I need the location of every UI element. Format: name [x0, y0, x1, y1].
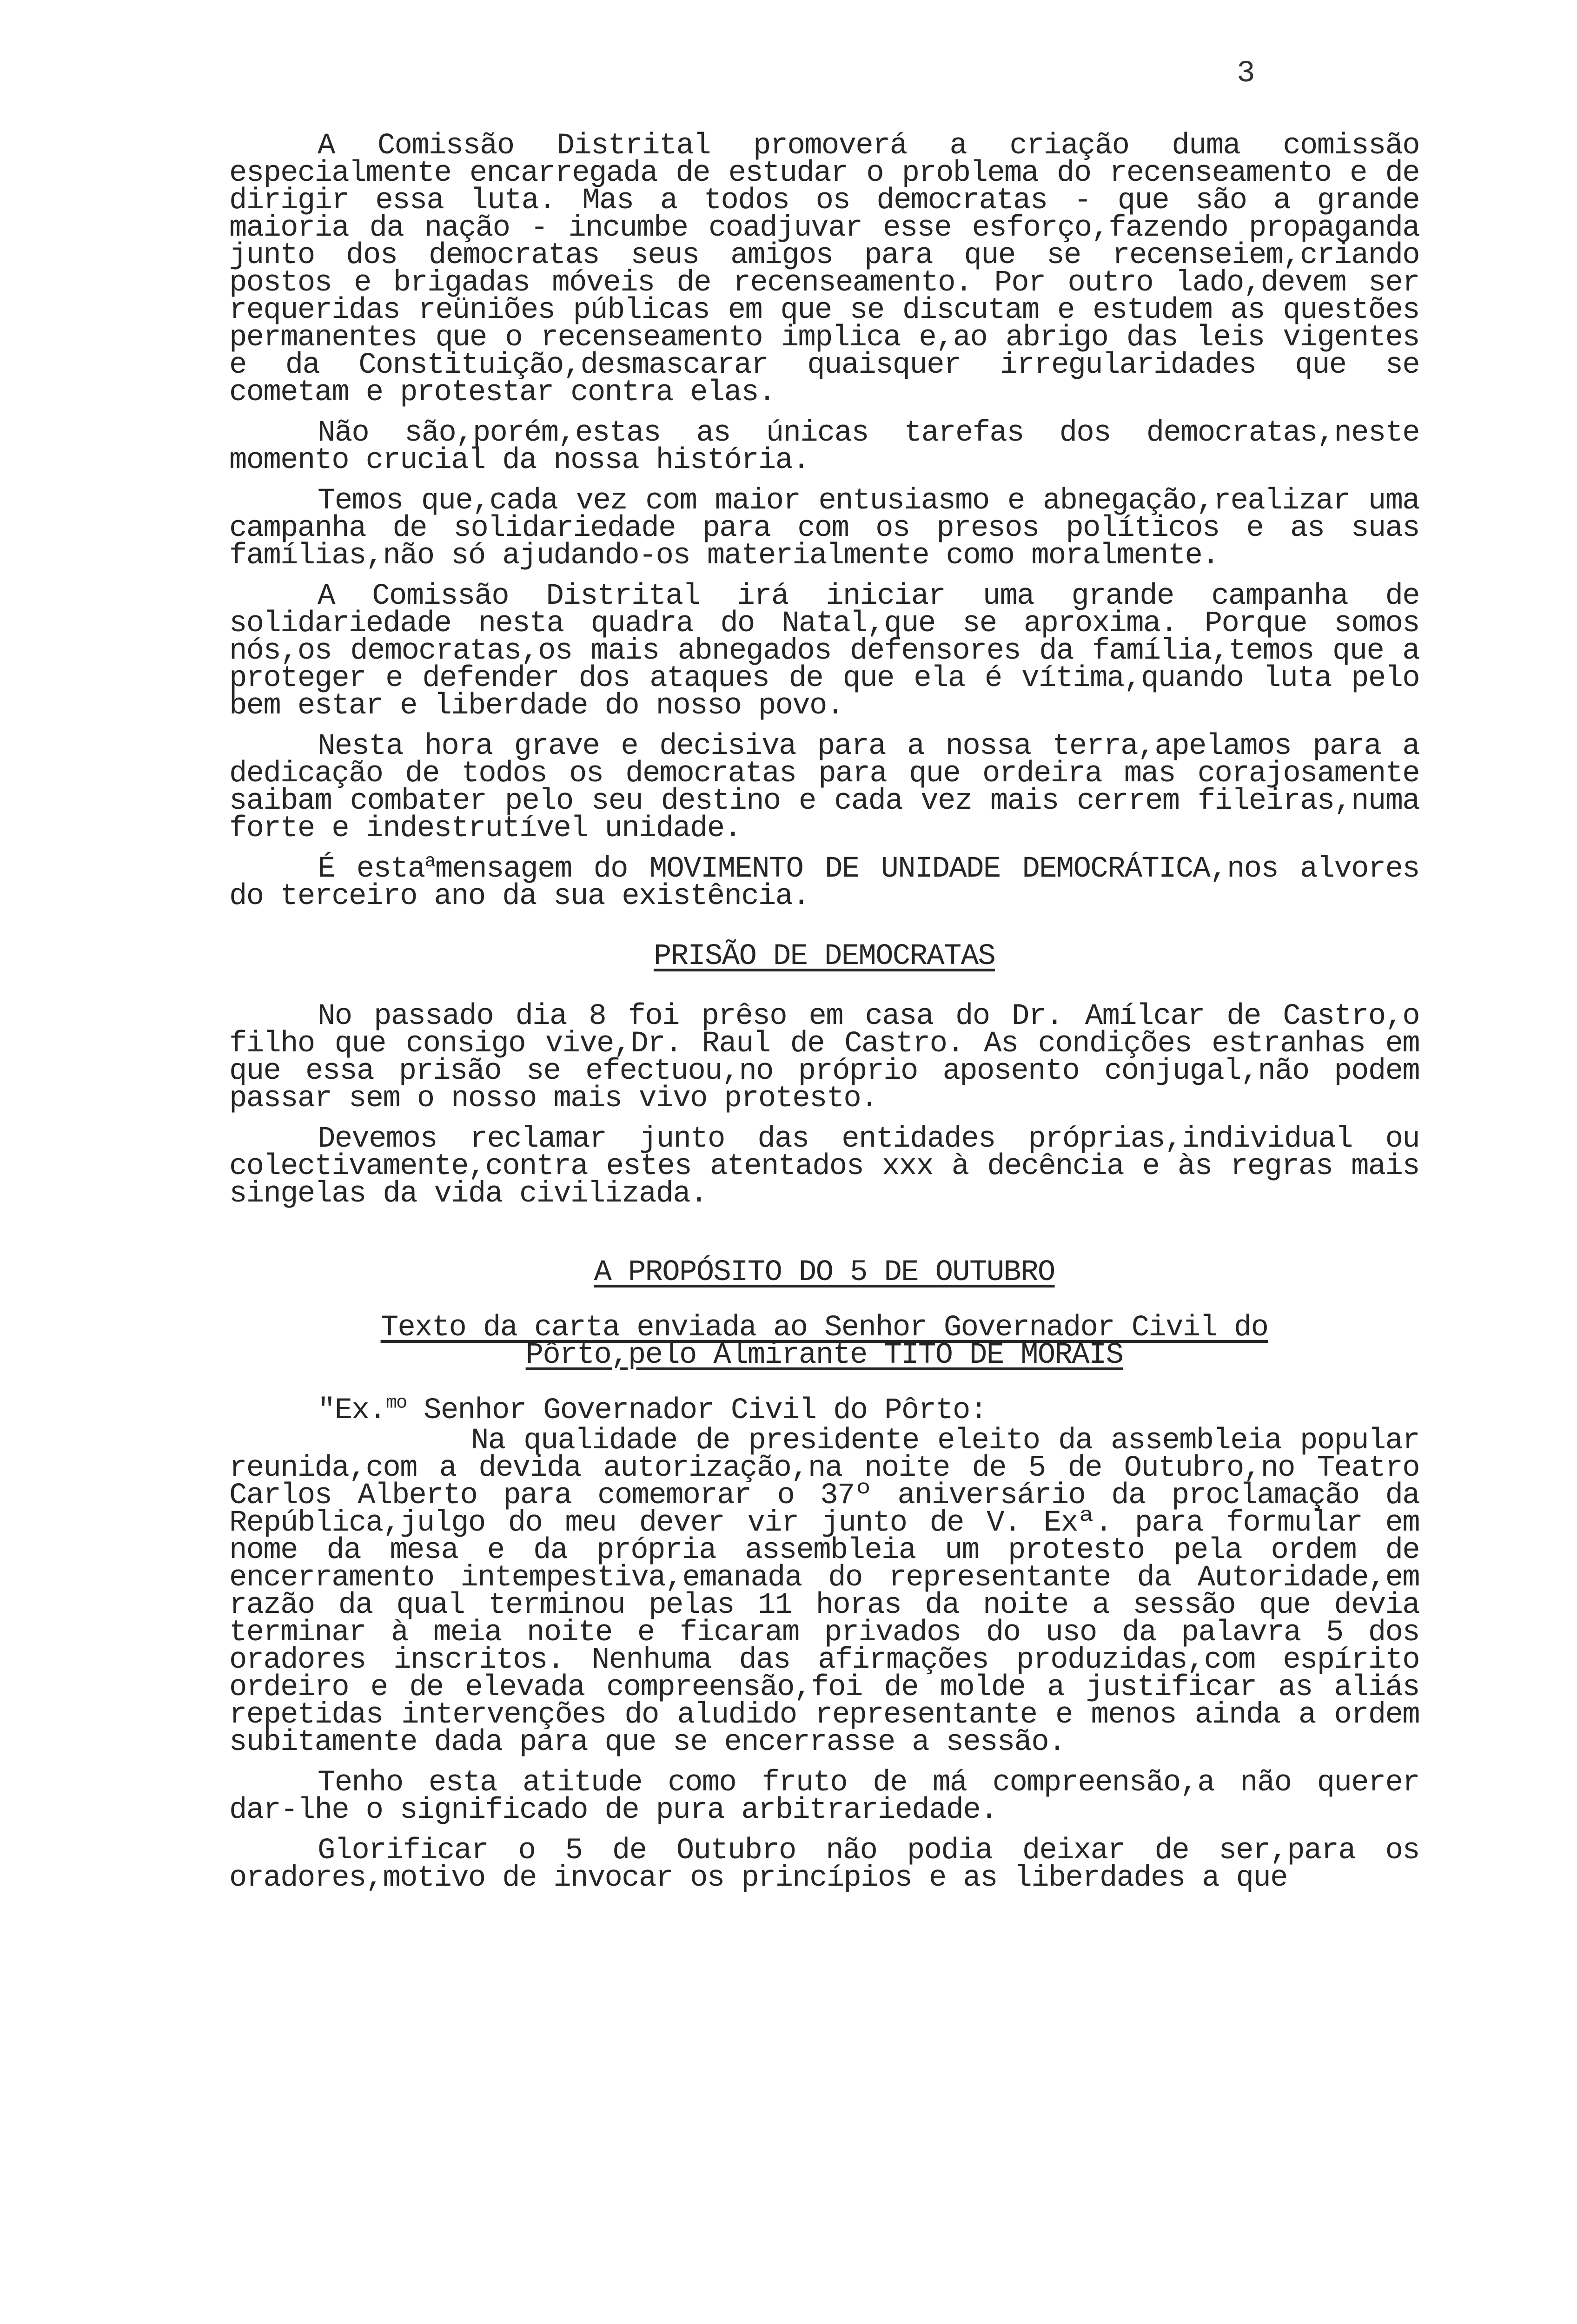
paragraph-campanha-natal: A Comissão Distrital irá iniciar uma grande campanha de solidariedade nesta quadra do Natal,que se aproxima. Porque somos nós,os democratas,os mais abnegados defensores da família,temos que a proteger e defender dos ataques de que ela é vítima,quando luta pelo bem estar e liberdade do nosso povo. — [229, 580, 1419, 723]
letter-subheading-line-2: Pôrto,pelo Almirante TITO DE MORAIS — [525, 1339, 1123, 1372]
mensagem-superscript: a — [424, 851, 435, 872]
salutation-rest: Senhor Governador Civil do Pôrto: — [406, 1394, 987, 1427]
letter-salutation — [229, 1393, 1419, 1427]
letter-paragraph-atitude: Tenho esta atitude como fruto de má compreensão,a não querer dar-lhe o significado de pura arbitrariedade. — [229, 1766, 1419, 1827]
paragraph-prisao: No passado dia 8 foi prêso em casa do Dr. Amílcar de Castro,o filho que consigo vive,Dr. Raul de Castro. As condições estranhas em que essa prisão se efectuou,no próprio aposento conjugal,não podem passar sem o nosso mais vivo protesto. — [229, 1000, 1419, 1116]
salutation-superscript: mo — [385, 1393, 407, 1414]
paragraph-apelo: Nesta hora grave e decisiva para a nossa terra,apelamos para a dedicação de todos os democratas para que ordeira mas corajosamente saibam combater pelo seu destino e cada vez mais cerrem fileiras,numa forte e indestrutível unidade. — [229, 730, 1419, 845]
letter-paragraph-glorificar: Glorificar o 5 de Outubro não podia deixar de ser,para os oradores,motivo de invocar os princípios e as liberdades a que — [229, 1834, 1419, 1895]
document-body — [229, 129, 1419, 1905]
paragraph-tarefas: Não são,porém,estas as únicas tarefas dos democratas,neste momento crucial da nossa história. — [229, 416, 1419, 477]
salutation-prefix: "Ex. — [318, 1394, 386, 1427]
letter-paragraph-protesto: Na qualidade de presidente eleito da assembleia popular reunida,com a devida autorização,na noite de 5 de Outubro,no Teatro Carlos Alberto para comemorar o 37º aniversário da proclamação da República,julgo do meu dever vir junto de V. Exª. para formular em nome da mesa e da própria assembleia um protesto pela ordem de encerramento intempestiva,emanada do representante da Autoridade,em razão da qual terminou pelas 11 horas da noite a sessão que devia terminar à meia noite e ficaram privados do uso da palavra 5 dos oradores inscritos. Nenhuma das afirmações produzidas,com espírito ordeiro e de elevada compreensão,foi de molde a justificar as aliás repetidas intervenções do aludido representante e menos ainda a ordem subitamente dada para que se encerrasse a sessão. — [229, 1424, 1419, 1759]
section-heading-prisao: PRISÃO DE DEMOCRATAS — [653, 940, 995, 973]
paragraph-solidariedade: Temos que,cada vez com maior entusiasmo e abnegação,realizar uma campanha de solidariedade para com os presos políticos e as suas famílias,não só ajudando-os materialmente como moralmente. — [229, 484, 1419, 573]
section-heading-outubro: A PROPÓSITO DO 5 DE OUTUBRO — [594, 1256, 1055, 1289]
paragraph-mensagem — [229, 851, 1419, 913]
mensagem-start: É esta — [318, 852, 425, 886]
letter-subheading-line-1: Texto da carta enviada ao Senhor Governador Civil do — [380, 1311, 1268, 1345]
page-number: 3 — [1237, 56, 1255, 91]
paragraph-recenseamento: A Comissão Distrital promoverá a criação duma comissão especialmente encarregada de estudar o problema do recenseamento e de dirigir essa luta. Mas a todos os democratas - que são a grande maioria da nação - incumbe coadjuvar esse esforço,fazendo propaganda junto dos democratas seus amigos para que se recenseiem,criando postos e brigadas móveis de recenseamento. Por outro lado,devem ser requeridas reüniões públicas em que se discutam e estudem as questões permanentes que o recenseamento implica e,ao abrigo das leis vigentes e da Constituição,desmascarar quaisquer irregularidades que se cometam e protestar contra elas. — [229, 129, 1419, 409]
paragraph-reclamar: Devemos reclamar junto das entidades próprias,individual ou colectivamente,contra estes atentados xxx à decência e às regras mais singelas da vida civilizada. — [229, 1122, 1419, 1211]
mensagem-rest: mensagem do MOVIMENTO DE UNIDADE DEMOCRÁTICA,nos alvores do terceiro ano da sua existência. — [229, 852, 1419, 913]
